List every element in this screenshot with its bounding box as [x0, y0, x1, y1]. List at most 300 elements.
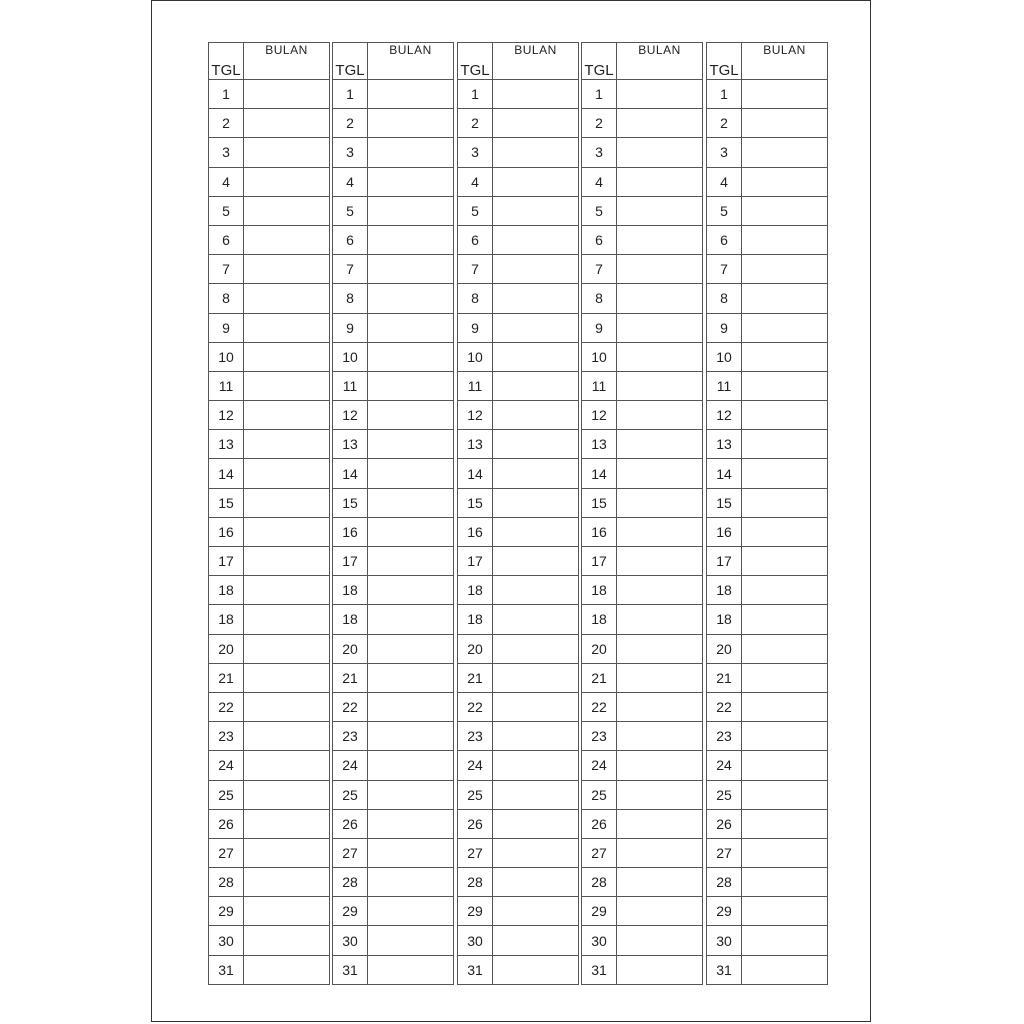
table-row: [582, 663, 703, 692]
month-cell[interactable]: [493, 488, 579, 517]
table-row: [458, 138, 579, 167]
month-cell[interactable]: [368, 517, 454, 546]
day-number: 28: [582, 868, 617, 897]
month-cell[interactable]: [244, 751, 330, 780]
month-cell[interactable]: [368, 547, 454, 576]
day-number: 14: [209, 459, 244, 488]
month-cell[interactable]: [244, 547, 330, 576]
day-number: 22: [707, 692, 742, 721]
day-number: 21: [582, 663, 617, 692]
month-cell[interactable]: [742, 868, 828, 897]
day-number: 3: [707, 138, 742, 167]
month-cell[interactable]: [244, 342, 330, 371]
table-row: [582, 80, 703, 109]
table-row: [458, 109, 579, 138]
day-number: 12: [707, 401, 742, 430]
table-row: [582, 576, 703, 605]
day-number: 3: [458, 138, 493, 167]
month-cell[interactable]: [244, 80, 330, 109]
day-number: 29: [582, 897, 617, 926]
month-cell[interactable]: [244, 897, 330, 926]
month-cell[interactable]: [742, 401, 828, 430]
day-number: 2: [582, 109, 617, 138]
month-cell[interactable]: [368, 459, 454, 488]
day-number: 6: [209, 225, 244, 254]
month-cell[interactable]: [617, 517, 703, 546]
month-cell[interactable]: [244, 313, 330, 342]
month-cell[interactable]: [617, 459, 703, 488]
day-number: 7: [458, 255, 493, 284]
day-number: 24: [458, 751, 493, 780]
month-cell[interactable]: [617, 80, 703, 109]
month-cell[interactable]: [493, 547, 579, 576]
month-cell[interactable]: [368, 401, 454, 430]
month-cell[interactable]: [244, 488, 330, 517]
table-row: [582, 751, 703, 780]
month-cell[interactable]: [244, 868, 330, 897]
month-cell[interactable]: [617, 488, 703, 517]
table-row: [209, 634, 330, 663]
month-cell[interactable]: [617, 167, 703, 196]
table-row: [707, 488, 828, 517]
day-number: 4: [333, 167, 368, 196]
month-cell[interactable]: [742, 955, 828, 984]
month-cell[interactable]: [368, 488, 454, 517]
month-cell[interactable]: [493, 663, 579, 692]
table-row: [209, 196, 330, 225]
month-cell[interactable]: [742, 225, 828, 254]
month-cell[interactable]: [617, 751, 703, 780]
table-row: [707, 576, 828, 605]
day-number: 18: [209, 605, 244, 634]
day-number: 24: [333, 751, 368, 780]
table-row: [209, 517, 330, 546]
day-number: 23: [707, 722, 742, 751]
month-cell[interactable]: [368, 838, 454, 867]
month-cell[interactable]: [617, 897, 703, 926]
table-row: [582, 167, 703, 196]
month-cell[interactable]: [742, 255, 828, 284]
table-row: [707, 430, 828, 459]
day-number: 18: [333, 605, 368, 634]
date-table-5: [706, 42, 828, 985]
table-row: [458, 371, 579, 400]
table-row: [209, 722, 330, 751]
month-cell[interactable]: [617, 838, 703, 867]
month-cell[interactable]: [617, 313, 703, 342]
table-row: [458, 838, 579, 867]
table-row: [209, 692, 330, 721]
month-cell[interactable]: [244, 167, 330, 196]
month-cell[interactable]: [617, 109, 703, 138]
month-cell[interactable]: [368, 342, 454, 371]
month-cell[interactable]: [742, 838, 828, 867]
month-cell[interactable]: [368, 196, 454, 225]
month-cell[interactable]: [742, 576, 828, 605]
table-row: [458, 225, 579, 254]
month-cell[interactable]: [368, 109, 454, 138]
table-row: [209, 80, 330, 109]
day-number: 23: [209, 722, 244, 751]
month-cell[interactable]: [493, 109, 579, 138]
month-cell[interactable]: [368, 138, 454, 167]
month-cell[interactable]: [617, 401, 703, 430]
month-cell[interactable]: [493, 868, 579, 897]
day-number: 24: [707, 751, 742, 780]
month-cell[interactable]: [742, 547, 828, 576]
day-number: 30: [707, 926, 742, 955]
day-number: 16: [707, 517, 742, 546]
table-row: [458, 488, 579, 517]
day-number: 10: [707, 342, 742, 371]
table-row: [458, 576, 579, 605]
table-row: [707, 80, 828, 109]
month-cell[interactable]: [368, 663, 454, 692]
month-cell[interactable]: [742, 167, 828, 196]
table-row: [333, 430, 454, 459]
month-cell[interactable]: [617, 342, 703, 371]
day-number: 5: [333, 196, 368, 225]
table-row: [333, 780, 454, 809]
month-cell[interactable]: [617, 284, 703, 313]
month-cell[interactable]: [368, 809, 454, 838]
day-number: 26: [333, 809, 368, 838]
month-cell[interactable]: [493, 517, 579, 546]
table-row: [209, 897, 330, 926]
month-cell[interactable]: [617, 926, 703, 955]
month-cell[interactable]: [617, 868, 703, 897]
table-row: [707, 809, 828, 838]
day-number: 27: [333, 838, 368, 867]
header-tgl: TGL: [209, 43, 244, 80]
header-tgl: TGL: [707, 43, 742, 80]
month-cell[interactable]: [617, 780, 703, 809]
month-cell[interactable]: [244, 225, 330, 254]
table-row: [209, 342, 330, 371]
month-cell[interactable]: [617, 692, 703, 721]
day-number: 14: [582, 459, 617, 488]
table-row: [582, 401, 703, 430]
day-number: 10: [333, 342, 368, 371]
month-cell[interactable]: [244, 692, 330, 721]
table-row: [707, 255, 828, 284]
month-cell[interactable]: [493, 576, 579, 605]
day-number: 27: [582, 838, 617, 867]
month-cell[interactable]: [368, 955, 454, 984]
month-cell[interactable]: [617, 430, 703, 459]
month-cell[interactable]: [742, 663, 828, 692]
month-cell[interactable]: [617, 722, 703, 751]
month-cell[interactable]: [368, 722, 454, 751]
table-row: [209, 488, 330, 517]
month-cell[interactable]: [493, 751, 579, 780]
month-cell[interactable]: [368, 430, 454, 459]
month-cell[interactable]: [742, 809, 828, 838]
day-number: 22: [582, 692, 617, 721]
month-cell[interactable]: [493, 342, 579, 371]
table-row: [333, 401, 454, 430]
month-cell[interactable]: [244, 605, 330, 634]
month-cell[interactable]: [742, 517, 828, 546]
month-cell[interactable]: [617, 138, 703, 167]
month-cell[interactable]: [742, 722, 828, 751]
table-row: [458, 255, 579, 284]
month-cell[interactable]: [368, 692, 454, 721]
table-row: [333, 225, 454, 254]
month-cell[interactable]: [493, 634, 579, 663]
month-cell[interactable]: [742, 926, 828, 955]
month-cell[interactable]: [244, 284, 330, 313]
month-cell[interactable]: [244, 780, 330, 809]
month-cell[interactable]: [493, 255, 579, 284]
month-cell[interactable]: [493, 284, 579, 313]
month-cell[interactable]: [742, 371, 828, 400]
month-cell[interactable]: [368, 897, 454, 926]
month-cell[interactable]: [368, 167, 454, 196]
month-cell[interactable]: [617, 663, 703, 692]
month-cell[interactable]: [742, 342, 828, 371]
month-cell[interactable]: [617, 809, 703, 838]
month-cell[interactable]: [244, 576, 330, 605]
month-cell[interactable]: [617, 605, 703, 634]
month-cell[interactable]: [742, 430, 828, 459]
month-cell[interactable]: [244, 663, 330, 692]
table-row: [209, 838, 330, 867]
month-cell[interactable]: [617, 634, 703, 663]
table-row: [582, 838, 703, 867]
month-cell[interactable]: [742, 692, 828, 721]
month-cell[interactable]: [493, 167, 579, 196]
day-number: 10: [458, 342, 493, 371]
day-number: 25: [582, 780, 617, 809]
table-row: [707, 371, 828, 400]
day-number: 23: [582, 722, 617, 751]
header-bulan: BULAN: [244, 43, 330, 80]
table-row: [333, 751, 454, 780]
day-number: 4: [458, 167, 493, 196]
day-number: 31: [582, 955, 617, 984]
month-cell[interactable]: [368, 284, 454, 313]
month-cell[interactable]: [368, 868, 454, 897]
table-row: [458, 167, 579, 196]
table-row: [707, 313, 828, 342]
table-row: [458, 80, 579, 109]
month-cell[interactable]: [493, 692, 579, 721]
month-cell[interactable]: [244, 517, 330, 546]
month-cell[interactable]: [244, 430, 330, 459]
day-number: 29: [707, 897, 742, 926]
table-row: [458, 809, 579, 838]
day-number: 26: [458, 809, 493, 838]
day-number: 6: [582, 225, 617, 254]
month-cell[interactable]: [742, 80, 828, 109]
month-cell[interactable]: [742, 634, 828, 663]
month-cell[interactable]: [742, 313, 828, 342]
month-cell[interactable]: [368, 371, 454, 400]
day-number: 10: [209, 342, 244, 371]
month-cell[interactable]: [742, 780, 828, 809]
month-cell[interactable]: [368, 255, 454, 284]
month-cell[interactable]: [742, 459, 828, 488]
table-row: [582, 692, 703, 721]
day-number: 17: [209, 547, 244, 576]
month-cell[interactable]: [368, 605, 454, 634]
month-cell[interactable]: [617, 371, 703, 400]
month-cell[interactable]: [742, 109, 828, 138]
table-row: [333, 926, 454, 955]
month-cell[interactable]: [244, 838, 330, 867]
table-row: [333, 138, 454, 167]
month-cell[interactable]: [493, 225, 579, 254]
month-cell[interactable]: [493, 926, 579, 955]
month-cell[interactable]: [368, 225, 454, 254]
month-cell[interactable]: [742, 488, 828, 517]
table-row: [582, 547, 703, 576]
day-number: 21: [209, 663, 244, 692]
day-number: 6: [333, 225, 368, 254]
month-cell[interactable]: [742, 284, 828, 313]
month-cell[interactable]: [244, 809, 330, 838]
table-row: [458, 605, 579, 634]
table-row: [333, 547, 454, 576]
day-number: 14: [458, 459, 493, 488]
table-row: [707, 196, 828, 225]
month-cell[interactable]: [368, 926, 454, 955]
table-row: [458, 459, 579, 488]
month-cell[interactable]: [493, 371, 579, 400]
header-bulan: BULAN: [368, 43, 454, 80]
month-cell[interactable]: [617, 255, 703, 284]
month-cell[interactable]: [493, 401, 579, 430]
month-cell[interactable]: [244, 138, 330, 167]
month-cell[interactable]: [244, 926, 330, 955]
day-number: 20: [582, 634, 617, 663]
table-row: [333, 488, 454, 517]
day-number: 28: [333, 868, 368, 897]
table-row: [209, 547, 330, 576]
day-number: 27: [209, 838, 244, 867]
table-row: [582, 780, 703, 809]
month-cell[interactable]: [244, 371, 330, 400]
table-row: [707, 926, 828, 955]
day-number: 18: [707, 576, 742, 605]
day-number: 25: [333, 780, 368, 809]
day-number: 23: [333, 722, 368, 751]
table-row: [333, 838, 454, 867]
month-cell[interactable]: [493, 780, 579, 809]
month-cell[interactable]: [244, 955, 330, 984]
table-row: [582, 225, 703, 254]
month-cell[interactable]: [368, 751, 454, 780]
month-cell[interactable]: [244, 255, 330, 284]
day-number: 18: [582, 605, 617, 634]
day-number: 11: [333, 371, 368, 400]
month-cell[interactable]: [742, 196, 828, 225]
month-cell[interactable]: [244, 109, 330, 138]
table-row: [209, 809, 330, 838]
table-row: [209, 138, 330, 167]
day-number: 27: [458, 838, 493, 867]
day-number: 13: [209, 430, 244, 459]
table-row: [582, 897, 703, 926]
month-cell[interactable]: [617, 196, 703, 225]
month-cell[interactable]: [493, 955, 579, 984]
table-row: [582, 634, 703, 663]
month-cell[interactable]: [493, 722, 579, 751]
day-number: 3: [582, 138, 617, 167]
month-cell[interactable]: [617, 225, 703, 254]
day-number: 12: [582, 401, 617, 430]
month-cell[interactable]: [493, 80, 579, 109]
month-cell[interactable]: [244, 722, 330, 751]
month-cell[interactable]: [493, 897, 579, 926]
month-cell[interactable]: [368, 313, 454, 342]
table-row: [458, 663, 579, 692]
day-number: 8: [707, 284, 742, 313]
month-cell[interactable]: [493, 459, 579, 488]
month-cell[interactable]: [742, 138, 828, 167]
month-cell[interactable]: [493, 430, 579, 459]
header-bulan: BULAN: [617, 43, 703, 80]
month-cell[interactable]: [617, 576, 703, 605]
day-number: 16: [582, 517, 617, 546]
month-cell[interactable]: [244, 401, 330, 430]
day-number: 31: [458, 955, 493, 984]
month-cell[interactable]: [493, 196, 579, 225]
table-row: [333, 692, 454, 721]
table-row: [333, 634, 454, 663]
month-cell[interactable]: [493, 605, 579, 634]
month-cell[interactable]: [742, 751, 828, 780]
day-number: 6: [707, 225, 742, 254]
month-cell[interactable]: [244, 459, 330, 488]
day-number: 7: [582, 255, 617, 284]
table-row: [333, 576, 454, 605]
day-number: 26: [707, 809, 742, 838]
month-cell[interactable]: [368, 780, 454, 809]
table-row: [333, 109, 454, 138]
month-cell[interactable]: [244, 634, 330, 663]
table-row: [707, 897, 828, 926]
day-number: 17: [333, 547, 368, 576]
day-number: 16: [209, 517, 244, 546]
day-number: 25: [209, 780, 244, 809]
table-row: [707, 225, 828, 254]
day-number: 1: [458, 80, 493, 109]
day-number: 17: [582, 547, 617, 576]
month-cell[interactable]: [493, 138, 579, 167]
table-row: [707, 459, 828, 488]
month-cell[interactable]: [617, 547, 703, 576]
table-row: [707, 868, 828, 897]
month-cell[interactable]: [368, 80, 454, 109]
table-row: [582, 255, 703, 284]
month-cell[interactable]: [368, 634, 454, 663]
table-row: [209, 313, 330, 342]
day-number: 22: [458, 692, 493, 721]
month-cell[interactable]: [617, 955, 703, 984]
month-cell[interactable]: [742, 605, 828, 634]
month-cell[interactable]: [493, 313, 579, 342]
month-cell[interactable]: [742, 897, 828, 926]
table-row: [209, 401, 330, 430]
day-number: 2: [458, 109, 493, 138]
month-cell[interactable]: [244, 196, 330, 225]
table-row: [582, 926, 703, 955]
month-cell[interactable]: [493, 838, 579, 867]
month-cell[interactable]: [368, 576, 454, 605]
month-cell[interactable]: [493, 809, 579, 838]
